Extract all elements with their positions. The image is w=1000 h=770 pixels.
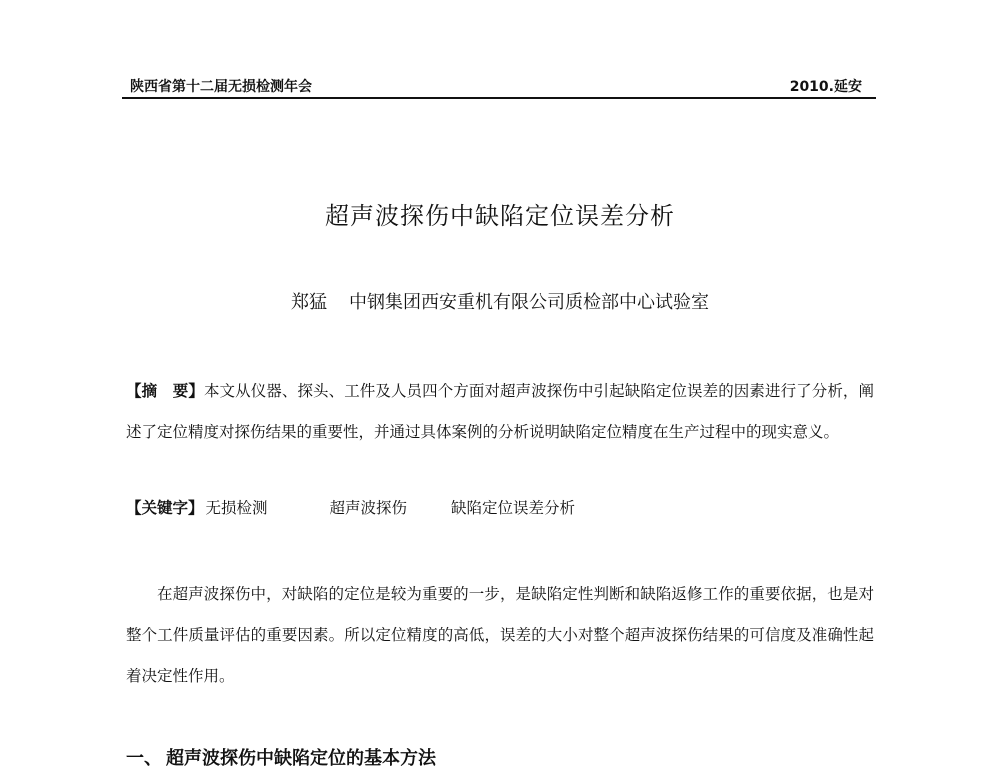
section-number: 一、 [126, 748, 162, 769]
abstract-label: 【摘 要】 [126, 381, 204, 400]
section-heading [126, 744, 874, 770]
header-rule [122, 97, 876, 99]
author-affiliation: 中钢集团西安重机有限公司质检部中心试验室 [349, 292, 709, 313]
conference-name: 陕西省第十二届无损检测年会 [130, 79, 312, 95]
keywords-label: 【关键字】 [126, 498, 204, 517]
conference-date-place: 2010.延安 [789, 79, 862, 95]
keyword-item: 超声波探伤 [329, 499, 408, 517]
keywords [126, 493, 874, 523]
abstract-text: 本文从仪器、探头、工件及人员四个方面对超声波探伤中引起缺陷定位误差的因素进行了分析，阐述了定位精度对探伤结果的重要性，并通过具体案例的分析说明缺陷定位精度在生产过程中的现实意义。 [126, 382, 874, 441]
body-paragraph: 在超声波探伤中，对缺陷的定位是较为重要的一步，是缺陷定性判断和缺陷返修工作的重要依据，也是对整个工件质量评估的重要因素。所以定位精度的高低，误差的大小对整个超声波探伤结果的可信度及准确性起着决定性作用。 [126, 585, 874, 685]
running-header [122, 74, 876, 96]
author-line [0, 288, 1000, 314]
keyword-item: 无损检测 [205, 499, 268, 517]
author-name: 郑猛 [291, 292, 327, 313]
keyword-item: 缺陷定位误差分析 [451, 499, 576, 517]
paper-title: 超声波探伤中缺陷定位误差分析 [325, 202, 675, 230]
abstract [126, 370, 874, 453]
section-title: 超声波探伤中缺陷定位的基本方法 [166, 748, 436, 769]
